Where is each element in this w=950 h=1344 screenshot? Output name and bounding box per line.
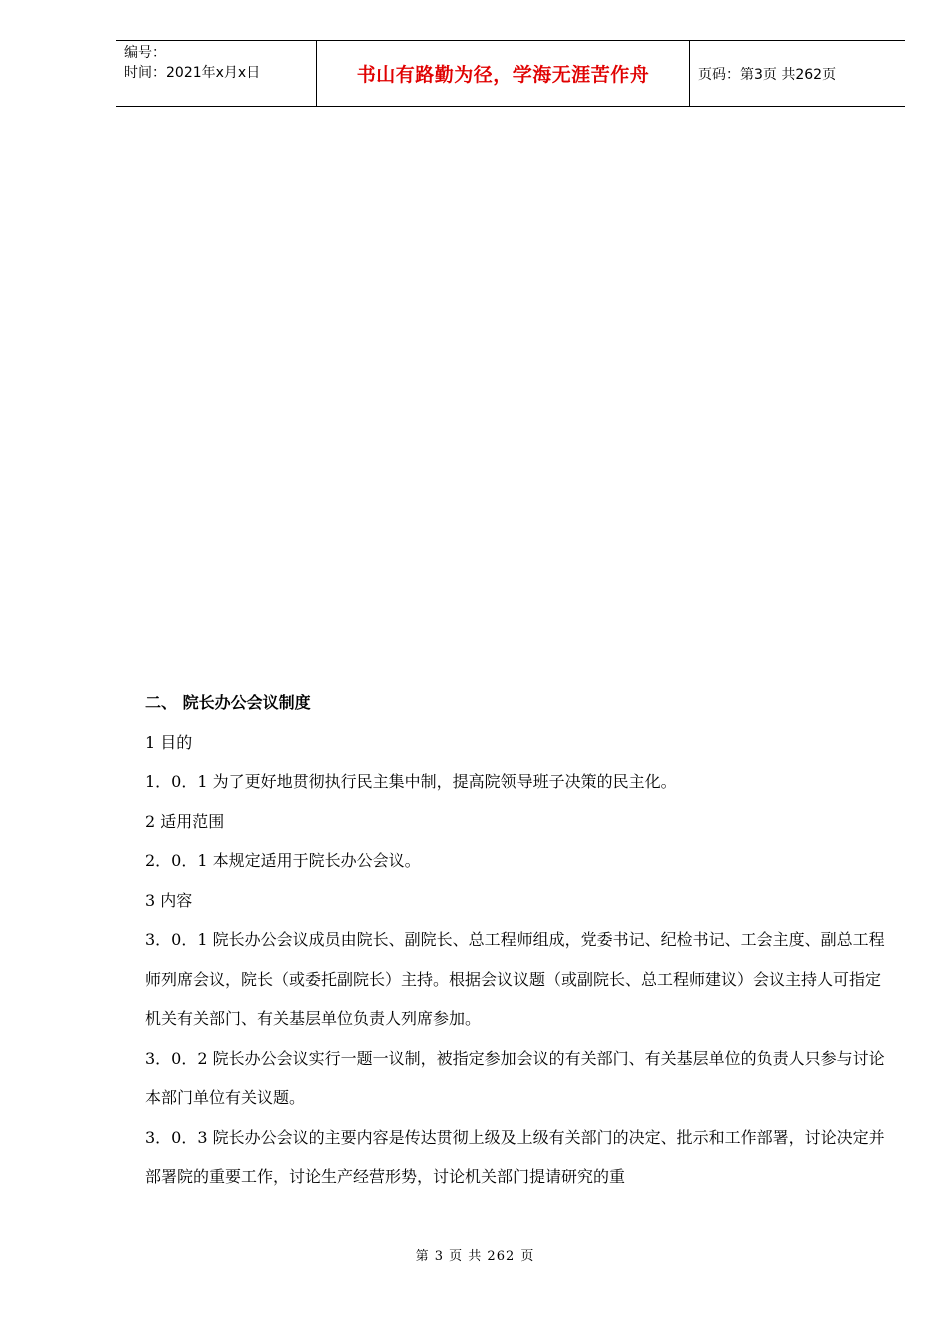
paragraph: 2．0．1 本规定适用于院长办公会议。 — [145, 851, 421, 870]
paragraph: 1．0．1 为了更好地贯彻执行民主集中制，提高院领导班子决策的民主化。 — [145, 772, 677, 791]
page-footer: 第 3 页 共 262 页 — [415, 1249, 535, 1264]
header-page-info: 页码：第3页 共262页 — [698, 66, 837, 83]
paragraph-heading-purpose: 1 目的 — [145, 732, 193, 752]
time-label: 时间：2021年x月x日 — [124, 65, 261, 81]
paragraph: 3．0．1 院长办公会议成员由院长、副院长、总工程师组成，党委书记、纪检书记、工会主度、副总工程师列席会议，院长（或委托副院长）主持。根据会议议题（或副院长、总工程师建议）会议主持人可指定机关有关部门、有关基层单位负责人列席参加。 — [145, 930, 885, 1028]
paragraph: 3．0．3 院长办公会议的主要内容是传达贯彻上级及上级有关部门的决定、批示和工作部署，讨论决定并部署院的重要工作，讨论生产经营形势，讨论机关部门提请研究的重 — [145, 1127, 885, 1186]
paragraph-heading-content: 3 内容 — [145, 890, 193, 910]
header-motto: 书山有路勤为径，学海无涯苦作舟 — [316, 41, 690, 106]
paragraph-heading-scope: 2 适用范围 — [145, 811, 225, 831]
header-meta-cell — [116, 41, 316, 106]
paragraph: 3．0．2 院长办公会议实行一题一议制，被指定参加会议的有关部门、有关基层单位的负责人只参与讨论本部门单位有关议题。 — [145, 1048, 885, 1107]
section-title: 二、 院长办公会议制度 — [145, 693, 311, 712]
document-body — [145, 683, 885, 1197]
page-header — [116, 40, 905, 107]
serial-number-label: 编号： — [124, 45, 166, 61]
